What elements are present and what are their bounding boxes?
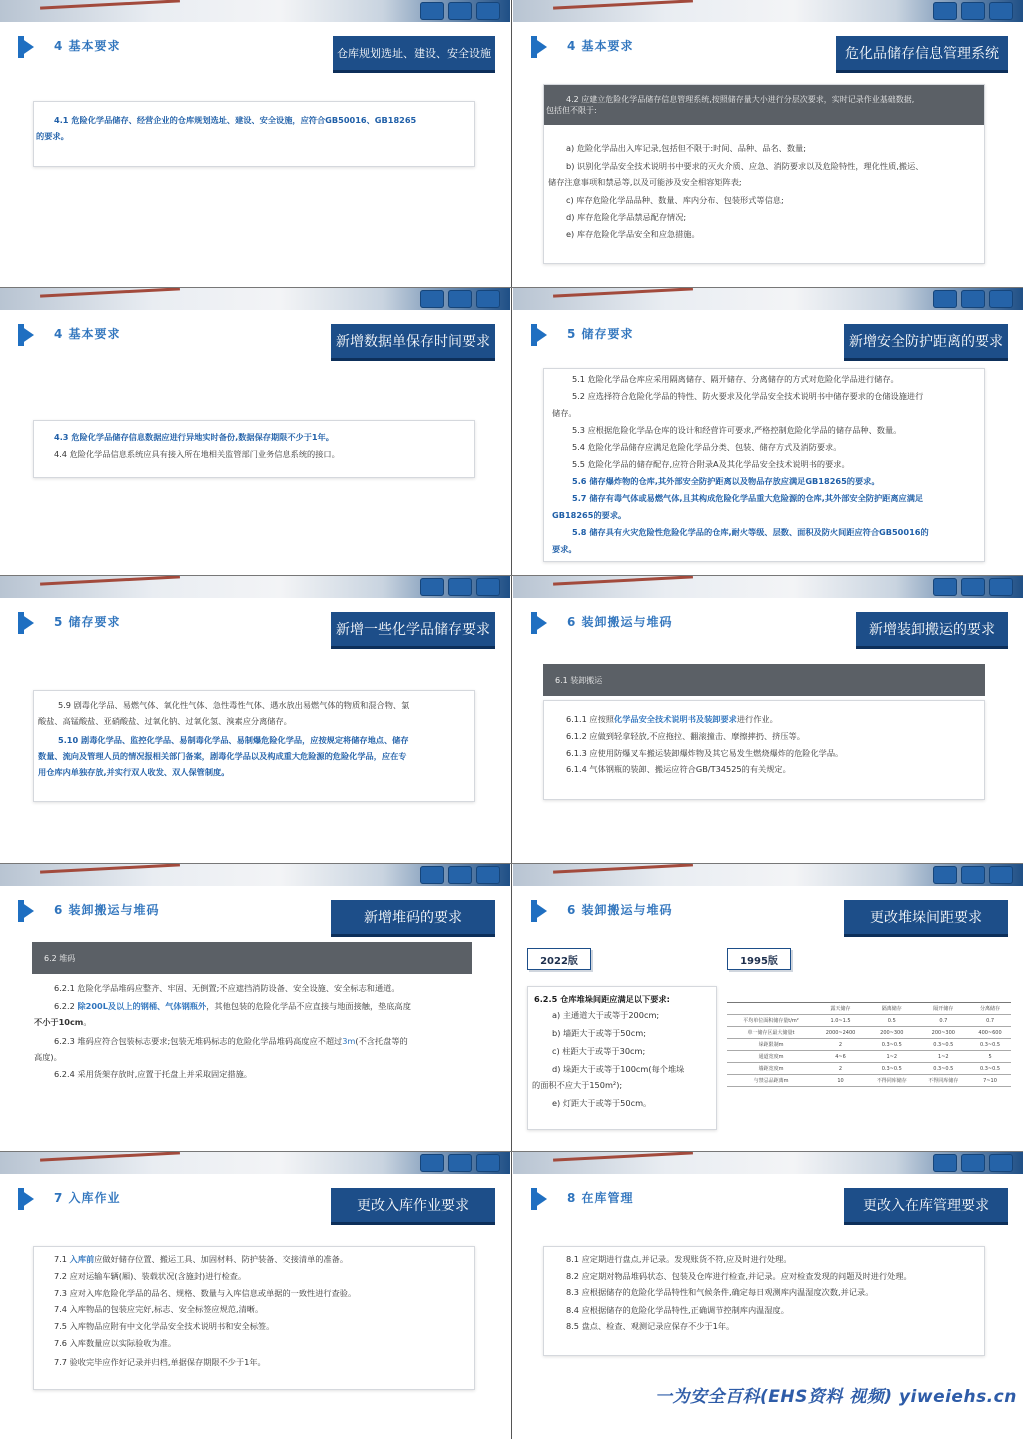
content-box xyxy=(527,986,717,1130)
version-label-2022: 2022版 xyxy=(527,948,591,970)
slide-2 xyxy=(513,0,1023,286)
topic-tag: 更改入在库管理要求 xyxy=(844,1188,1008,1225)
text-line: 8.3 应根据储存的危险化学品特性和气候条件,确定每日观测库内温湿度次数,并记录。 xyxy=(566,1287,874,1297)
text-line: 数量、流向及管理人员的情况报相关部门备案，剧毒化学品以及构成重大危险源的危险化学品，应在专 xyxy=(38,751,407,761)
text-line: 5.2 应选择符合危险化学品的特性、防火要求及化学品安全技术说明书中储存要求的仓储设施进行 xyxy=(572,391,924,401)
chevron-right-icon xyxy=(18,900,34,922)
list-item: 的面积不应大于150m²); xyxy=(532,1080,623,1090)
text-line: 4.3 危险化学品储存信息数据应进行异地实时备份,数据保存期限不少于1年。 xyxy=(54,432,334,442)
banner-image xyxy=(0,0,510,22)
text-line: 6.1.2 应做到轻拿轻放,不应拖拉、翻滚撞击、摩擦摔扔、挤压等。 xyxy=(566,731,805,741)
row-divider xyxy=(0,575,1023,576)
text-line: 7.2 应对运输车辆(厢)、装载状况(含施封)进行检查。 xyxy=(54,1271,247,1281)
text-line: 高度)。 xyxy=(34,1052,62,1062)
text-line: b) 识别化学品安全技术说明书中要求的灭火介质、应急、消防要求以及危险特性，理化性质,搬运、 xyxy=(566,161,924,171)
text-line: 5.7 储存有毒气体或易燃气体,且其构成危险化学品重大危险源的仓库,其外部安全防护距离应满足 xyxy=(572,493,924,503)
text-line: 5.8 储存具有火灾危险性危险化学品的仓库,耐火等级、层数、面积及防火间距应符合GB50016的 xyxy=(572,527,929,537)
text-line: 5.1 危险化学品仓库应采用隔离储存、隔开储存、分离储存的方式对危险化学品进行储存。 xyxy=(572,374,899,384)
slide-5 xyxy=(0,576,510,862)
topic-tag: 更改入库作业要求 xyxy=(331,1188,495,1225)
table-row: 单一储存区最大储量t 2000~2400 200~300 200~300 400~600 xyxy=(727,1027,1011,1039)
bar-text: 4.2 应建立危险化学品储存信息管理系统,按照储存量大小进行分层次要求，实时记录作业基础数据, xyxy=(566,95,915,104)
content-box xyxy=(543,700,985,800)
table-row: 平均单位面积储存量t/m² 1.0~1.5 0.5 0.7 0.7 xyxy=(727,1015,1011,1027)
text-line: 8.2 应定期对物品堆码状态、包装及仓库进行检查,并记录。应对检查发现的问题及时进行处理。 xyxy=(566,1271,912,1281)
text-line: GB18265的要求。 xyxy=(552,510,627,520)
topic-tag: 新增数据单保存时间要求 xyxy=(331,324,495,361)
text-line: 的要求。 xyxy=(36,131,69,141)
highlight-bar: 6.1 装卸搬运 xyxy=(543,664,985,696)
text-line: 储存注意事项和禁忌等,以及可能涉及安全相容矩阵表; xyxy=(548,177,742,187)
text-line: 7.3 应对入库危险化学品的品名、规格、数量与入库信息或单据的一致性进行查验。 xyxy=(54,1288,357,1298)
text-line: 5.4 危险化学品储存应满足危险化学品分类、包装、储存方式及消防要求。 xyxy=(572,442,842,452)
highlight-bar: 6.2 堆码 xyxy=(32,942,472,974)
chevron-right-icon xyxy=(531,1188,547,1210)
chevron-right-icon xyxy=(531,900,547,922)
section-title: 8 在库管理 xyxy=(567,1191,634,1205)
content-box xyxy=(33,690,475,802)
text-line: a) 危险化学品出入库记录,包括但不限于:时间、品种、品名、数量; xyxy=(566,143,806,153)
section-title: 4 基本要求 xyxy=(567,39,634,53)
text-line: 6.2.1 危险化学品堆码应整齐、牢固、无倒置;不应遮挡消防设备、安全设施、安全标志和通道。 xyxy=(54,983,400,993)
text-line: 储存。 xyxy=(552,408,577,418)
banner-image xyxy=(0,288,510,310)
row-divider xyxy=(0,863,1023,864)
text-line: 4.1 危险化学品储存、经营企业的仓库规划选址、建设、安全设施，应符合GB50016、GB18265 xyxy=(54,115,417,125)
slide-4 xyxy=(513,288,1023,574)
content-box xyxy=(33,1246,475,1390)
column-divider xyxy=(511,0,512,1439)
section-title: 4 基本要求 xyxy=(54,39,121,53)
content-box xyxy=(543,1246,985,1356)
chevron-right-icon xyxy=(531,324,547,346)
text-line: 6.2.5 仓库堆垛间距应满足以下要求: xyxy=(534,994,670,1004)
topic-tag: 新增堆码的要求 xyxy=(331,900,495,937)
text-line: 8.1 应定期进行盘点,并记录。发现账货不符,应及时进行处理。 xyxy=(566,1254,792,1264)
highlight-bar xyxy=(544,85,984,125)
chevron-right-icon xyxy=(18,1188,34,1210)
topic-tag: 新增一些化学品储存要求 xyxy=(331,612,495,649)
section-title: 6 装卸搬运与堆码 xyxy=(567,615,673,629)
text-line: 6.2.4 采用货架存放时,应置于托盘上并采取固定措施。 xyxy=(54,1069,252,1079)
table-row: 通道宽度m 4~6 1~2 1~2 5 xyxy=(727,1051,1011,1063)
text-line: 6.2.3 堆码应符合包装标志要求;包装无堆码标志的危险化学品堆码高度应不超过3m(不含托盘等的 xyxy=(54,1036,408,1046)
text-line: 7.6 入库数量应以实际验收为准。 xyxy=(54,1338,177,1348)
list-item: a) 主通道大于或等于200cm; xyxy=(552,1010,660,1020)
version-label-1995: 1995版 xyxy=(727,948,791,970)
slide-3 xyxy=(0,288,510,574)
slide-8 xyxy=(513,864,1023,1150)
table-row: 与禁忌品距离m 10 不得同库储存 不得同库储存 7~10 xyxy=(727,1075,1011,1087)
slide-1 xyxy=(0,0,510,286)
content-box xyxy=(543,84,985,264)
content-box xyxy=(33,101,475,167)
content-box xyxy=(33,420,475,478)
row-divider xyxy=(0,287,1023,288)
text-line: d) 库存危险化学品禁忌配存情况; xyxy=(566,212,687,222)
text-line: 7.7 验收完毕应作好记录并归档,单据保存期限不少于1年。 xyxy=(54,1357,266,1367)
list-item: d) 垛距大于或等于100cm(每个堆垛 xyxy=(552,1064,685,1074)
chevron-right-icon xyxy=(531,36,547,58)
section-title: 6 装卸搬运与堆码 xyxy=(54,903,160,917)
chevron-right-icon xyxy=(18,612,34,634)
spacing-table-1995 xyxy=(727,1002,1011,1087)
section-title: 6 装卸搬运与堆码 xyxy=(567,903,673,917)
banner-image xyxy=(0,1152,510,1174)
text-line: 5.6 储存爆炸物的仓库,其外部安全防护距离以及物品存放应满足GB18265的要求。 xyxy=(572,476,880,486)
chevron-right-icon xyxy=(18,324,34,346)
table-row: 垛距限制m 2 0.3~0.5 0.3~0.5 0.3~0.5 xyxy=(727,1039,1011,1051)
bar-text: 包括但不限于: xyxy=(546,106,597,115)
section-title: 7 入库作业 xyxy=(54,1191,121,1205)
text-line: 6.1.1 应按照化学品安全技术说明书及装卸要求进行作业。 xyxy=(566,714,778,724)
text-line: 5.10 剧毒化学品、监控化学品、易制毒化学品、易制爆危险化学品，应按规定将储存地点、储存 xyxy=(58,735,409,745)
text-line: 7.5 入库物品应附有中文化学品安全技术说明书和安全标签。 xyxy=(54,1321,275,1331)
text-line: 8.4 应根据储存的危险化学品特性,正确调节控制库内温湿度。 xyxy=(566,1305,789,1315)
list-item: c) 柱距大于或等于30cm; xyxy=(552,1046,646,1056)
section-title: 4 基本要求 xyxy=(54,327,121,341)
slide-7 xyxy=(0,864,510,1150)
table-row: 墙距宽度m 2 0.3~0.5 0.3~0.5 0.3~0.5 xyxy=(727,1063,1011,1075)
chevron-right-icon xyxy=(531,612,547,634)
table-header-row: 露天储存 隔离储存 隔开储存 分离储存 xyxy=(727,1003,1011,1015)
banner-image xyxy=(513,0,1023,22)
topic-tag: 危化品储存信息管理系统 xyxy=(836,36,1008,73)
banner-image xyxy=(0,864,510,886)
content-box xyxy=(32,976,472,1088)
text-line: 4.4 危险化学品信息系统应具有接入所在地相关监管部门业务信息系统的接口。 xyxy=(54,449,340,459)
text-line: 不小于10cm。 xyxy=(34,1017,92,1027)
text-line: 5.9 剧毒化学品、易燃气体、氧化性气体、急性毒性气体、遇水放出易燃气体的物质和混合物、氯 xyxy=(58,700,410,710)
slide-6 xyxy=(513,576,1023,862)
text-line: 6.1.4 气体钢瓶的装卸、搬运应符合GB/T34525的有关规定。 xyxy=(566,764,791,774)
text-line: 6.2.2 除200L及以上的钢桶、气体钢瓶外，其他包装的危险化学品不应直接与地面接触，垫底高度 xyxy=(54,1001,411,1011)
text-line: 7.4 入库物品的包装应完好,标志、安全标签应规范,清晰。 xyxy=(54,1304,264,1314)
topic-tag: 新增装卸搬运的要求 xyxy=(856,612,1008,649)
topic-tag: 更改堆垛间距要求 xyxy=(844,900,1008,937)
text-line: 5.3 应根据危险化学品仓库的设计和经营许可要求,严格控制危险化学品的储存品种、数量。 xyxy=(572,425,902,435)
watermark-brand: 一为安全百科(EHS资料 视频) yiweiehs.cn xyxy=(655,1387,1017,1407)
chevron-right-icon xyxy=(18,36,34,58)
section-title: 5 储存要求 xyxy=(54,615,121,629)
banner-image xyxy=(513,576,1023,598)
slide-9 xyxy=(0,1152,510,1438)
text-line: 5.5 危险化学品的储存配存,应符合附录A及其化学品安全技术说明书的要求。 xyxy=(572,459,850,469)
text-line: 酸盐、高锰酸盐、亚硝酸盐、过氧化钠、过氧化氢、溴素应分离储存。 xyxy=(38,716,292,726)
topic-tag: 仓库规划选址、建设、安全设施 xyxy=(333,36,495,73)
list-item: e) 灯距大于或等于50cm。 xyxy=(552,1098,652,1108)
text-line: 用仓库内单独存放,并实行双人收发、双人保管制度。 xyxy=(38,767,230,777)
text-line: 6.1.3 应使用防爆叉车搬运装卸爆炸物及其它易发生燃烧爆炸的危险化学品。 xyxy=(566,748,844,758)
text-line: 要求。 xyxy=(552,544,577,554)
text-line: e) 库存危险化学品安全和应急措施。 xyxy=(566,229,700,239)
banner-image xyxy=(513,288,1023,310)
text-line: 8.5 盘点、检查、观测记录应保存不少于1年。 xyxy=(566,1321,735,1331)
banner-image xyxy=(513,1152,1023,1174)
section-title: 5 储存要求 xyxy=(567,327,634,341)
banner-image xyxy=(0,576,510,598)
row-divider xyxy=(0,1151,1023,1152)
text-line: 7.1 入库前应做好储存位置、搬运工具、加固材料、防护装备、交接清单的准备。 xyxy=(54,1254,349,1264)
topic-tag: 新增安全防护距离的要求 xyxy=(844,324,1008,361)
banner-image xyxy=(513,864,1023,886)
text-line: c) 库存危险化学品品种、数量、库内分布、包装形式等信息; xyxy=(566,195,784,205)
content-box xyxy=(543,368,985,562)
list-item: b) 墙距大于或等于50cm; xyxy=(552,1028,646,1038)
